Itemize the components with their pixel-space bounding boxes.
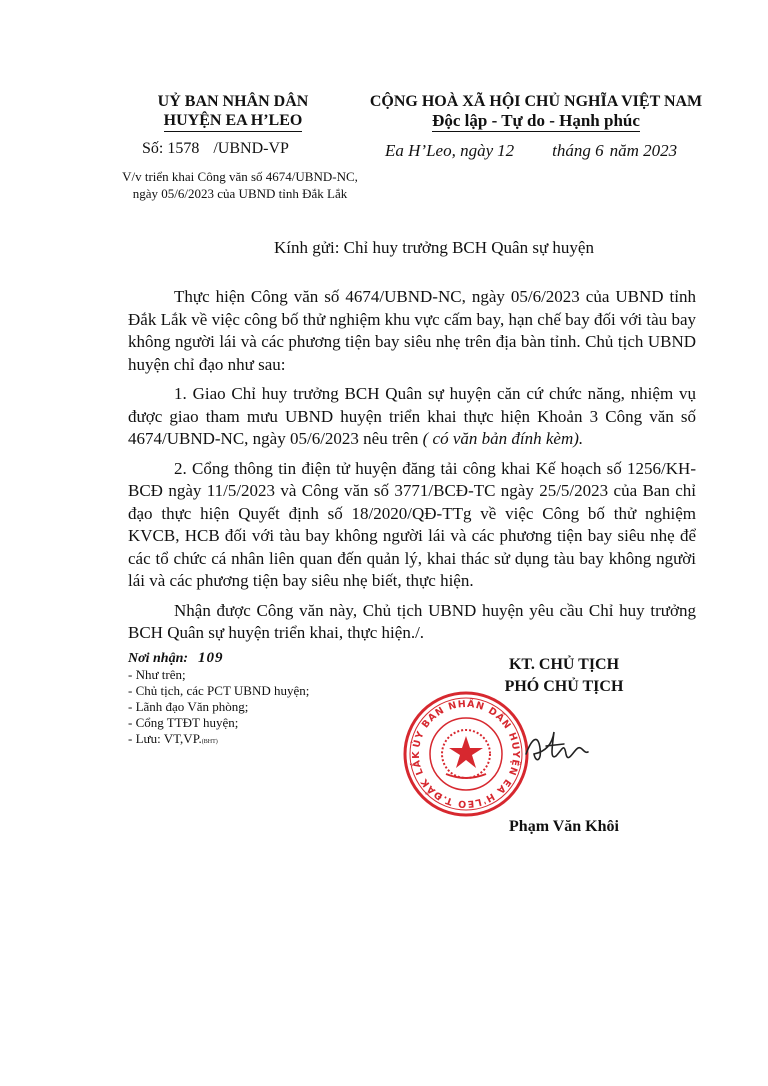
document-date: [385, 141, 677, 161]
official-seal-icon: [402, 690, 530, 818]
recipient-item: - Cổng TTĐT huyện;: [128, 715, 239, 730]
recipient-item: - Lưu: VT,VP.: [128, 731, 202, 746]
country-name: CỘNG HOÀ XÃ HỘI CHỦ NGHĨA VIỆT NAM: [369, 93, 703, 110]
date-day: 12: [497, 141, 515, 160]
document-subject: V/v triển khai Công văn số 4674/UBND-NC, ngày 05/6/2023 của UBND tỉnh Đắk Lắk: [122, 169, 358, 201]
attachment-note: ( có văn bản đính kèm).: [422, 429, 584, 448]
handwritten-initial: 109: [198, 650, 224, 666]
signature-title-line1: KT. CHỦ TỊCH: [508, 656, 620, 673]
document-number: [142, 140, 289, 158]
recipient-item: - Chủ tịch, các PCT UBND huyện;: [128, 683, 310, 698]
body-paragraph-1: Thực hiện Công văn số 4674/UBND-NC, ngày 05/6/2023 của UBND tỉnh Đắk Lắk về việc công bố thử nghiệm khu vực cấm bay, hạn chế bay đối với tàu bay không người lái và các phương tiện bay siêu nhẹ trên địa bàn tỉnh. Chủ tịch UBND huyện chỉ đạo như sau:: [128, 287, 696, 374]
recipients-block: [128, 650, 309, 750]
signature-title-line2: PHÓ CHỦ TỊCH: [504, 678, 624, 695]
doc-number-suffix: /UBND-VP: [213, 140, 289, 157]
seal-text: ỦY BAN NHÂN DÂN HUYỆN EA H'LEO T.ĐẮK LẮK: [410, 698, 522, 810]
signer-name: Phạm Văn Khôi: [509, 818, 619, 835]
recipient-line: Kính gửi: Chỉ huy trưởng BCH Quân sự huyện: [274, 238, 594, 257]
document-body: [128, 286, 696, 652]
recipient-item: - Như trên;: [128, 667, 186, 682]
issuer-line1: UỶ BAN NHÂN DÂN: [157, 93, 309, 110]
signature-mark-icon: [522, 724, 592, 776]
date-year: năm 2023: [609, 141, 678, 160]
archive-suffix: (BHT): [201, 739, 218, 745]
issuer-header: [118, 92, 348, 132]
body-paragraph-4: Nhận được Công văn này, Chủ tịch UBND huyện yêu cầu Chỉ huy trưởng BCH Quân sự huyện triển khai, thực hiện./.: [128, 600, 696, 642]
body-paragraph-2-text: 1. Giao Chỉ huy trưởng BCH Quân sự huyện căn cứ chức năng, nhiệm vụ được giao tham mưu UBND huyện triển khai thực hiện Khoản 3 Công văn số 4674/UBND-NC, ngày 05/6/2023 nêu trên: [128, 384, 696, 448]
recipients-title: Nơi nhận:: [128, 651, 189, 666]
doc-number-value: 1578: [167, 140, 200, 157]
recipient-item: - Lãnh đạo Văn phòng;: [128, 699, 249, 714]
national-header: [352, 92, 720, 132]
date-place: Ea H’Leo, ngày: [385, 141, 494, 160]
issuer-line2: HUYỆN EA H’LEO: [164, 111, 303, 132]
body-paragraph-2: [128, 383, 696, 451]
date-month: tháng 6: [552, 141, 604, 160]
doc-number-prefix: Số:: [142, 140, 164, 157]
body-paragraph-3: 2. Cổng thông tin điện tử huyện đăng tải công khai Kế hoạch số 1256/KH-BCĐ ngày 11/5/2023 và Công văn số 3771/BCĐ-TC ngày 25/5/2023 của Ban chỉ đạo thực hiện Quyết định số 18/2020/QĐ-TTg về việc Công bố thử nghiệm KVCB, HCB đối với tàu bay không người lái và các phương tiện bay siêu nhẹ để các tổ chức cá nhân liên quan đến quản lý, khai thác sử dụng tàu bay không người lái và các phương tiện bay siêu nhẹ biết, thực hiện.: [128, 458, 696, 590]
national-motto: Độc lập - Tự do - Hạnh phúc: [432, 111, 640, 130]
